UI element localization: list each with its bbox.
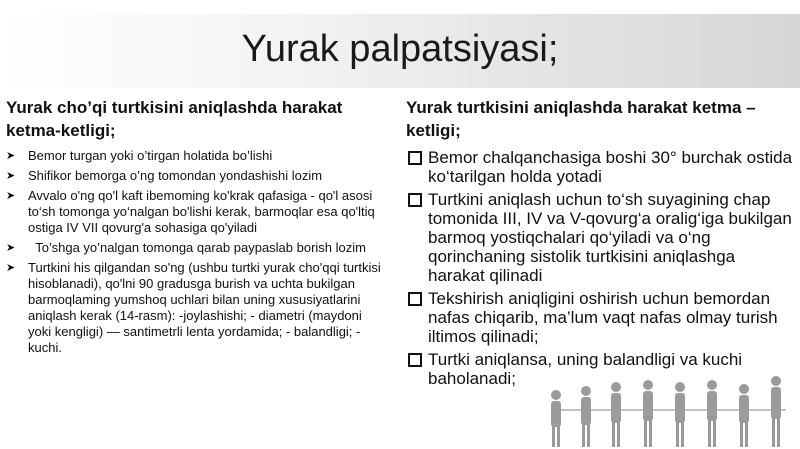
arrow-bullet-icon: ➤ <box>6 170 16 182</box>
list-item-text: Turtkini aniqlash uchun to‘sh suyagining chap tomonida III, IV va V-qovurg‘a oralig‘iga bukilgan barmoq yostiqchalari qo‘yiladi va o‘ng qorinchaning sistolik turtkisini aniqlashga harakat qilinadi <box>428 190 792 285</box>
list-item <box>406 350 794 388</box>
square-bullet-icon <box>408 151 422 165</box>
list-item <box>406 148 794 186</box>
list-item <box>6 240 384 256</box>
left-heading: Yurak cho’qi turtkisini aniqlashda harakat ketma-ketligi; <box>6 98 343 140</box>
list-item <box>6 188 384 236</box>
right-list <box>406 148 794 388</box>
list-item-text: Bemor turgan yoki o’tirgan holatida bo’lishi <box>28 148 273 163</box>
list-item <box>406 190 794 285</box>
right-heading: Yurak turtkisini aniqlashda harakat ketma –ketligi; <box>406 98 756 140</box>
left-list <box>6 148 384 356</box>
list-item-text: Turtkini his qilgandan so'ng (ushbu turtki yurak cho'qqi turtkisi hisoblanadi), qo'lni 90 gradusga burish va uchta bukilgan barmoqlaming yumshoq uchlari bilan uning xususiyatlarini aniqlash kerak (14-rasm): -joylashishi; - diametri (maydoni yoki kengligi) — santimetrli lenta yordamida; - balandligi; -kuchi. <box>28 260 381 355</box>
list-item-text: Bemor chalqanchasiga boshi 30° burchak ostida ko‘tarilgan holda yotadi <box>428 148 793 186</box>
list-item <box>6 260 384 356</box>
right-column <box>406 96 794 392</box>
arrow-bullet-icon: ➤ <box>6 242 16 254</box>
arrow-bullet-icon: ➤ <box>6 150 16 162</box>
list-item-text: Shifikor bemorga o’ng tomondan yondashishi lozim <box>28 168 323 183</box>
list-item-text: Avvalo o'ng qo'l kaft ibemoming ko'krak qafasiga - qo'l asosi to‘sh tomonga yo‘nalgan bo'lishi kerak, barmoqlar esa qo'ltiq ostiga IV VII qovurg'a sohasiga qo'yiladi <box>28 188 375 235</box>
arrow-bullet-icon: ➤ <box>6 262 16 274</box>
list-item-text: Tekshirish aniqligini oshirish uchun bemordan nafas chiqarib, ma’lum vaqt nafas olmay turish iltimos qilinadi; <box>428 289 778 346</box>
person-figure <box>581 386 591 447</box>
list-item-text: Turtki aniqlansa, uning balandligi va kuchi baholanadi; <box>428 350 743 388</box>
square-bullet-icon <box>408 193 422 207</box>
arrow-bullet-icon: ➤ <box>6 190 16 202</box>
left-column <box>6 96 384 360</box>
square-bullet-icon <box>408 353 422 367</box>
list-item <box>6 148 384 164</box>
linked-hands-line <box>554 409 786 411</box>
person-figure <box>551 390 561 447</box>
list-item-text: To’shga yo’nalgan tomonga qarab paypaslab borish lozim <box>28 240 366 255</box>
list-item <box>6 168 384 184</box>
slide-title: Yurak palpatsiyasi; <box>241 28 559 70</box>
square-bullet-icon <box>408 292 422 306</box>
list-item <box>406 289 794 346</box>
person-figure <box>739 384 749 447</box>
